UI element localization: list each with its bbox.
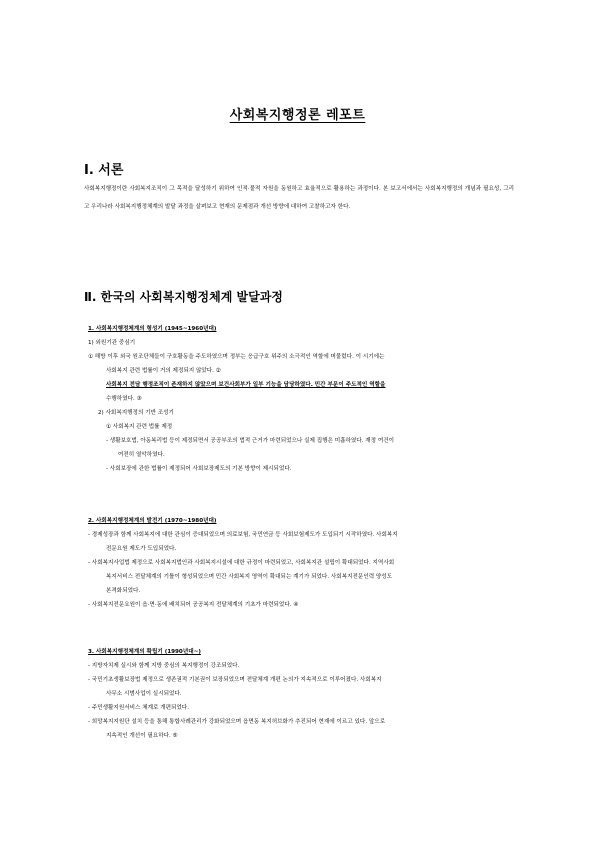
section-3-line: 3. 사회복지행정체계의 확립기 (1990년대~)	[88, 649, 201, 655]
section-2-line: 본격화되었다.	[106, 588, 141, 594]
section-1-line: 수행하였다. ③	[106, 396, 142, 402]
section-1-line: 1. 사회복지행정체계의 형성기 (1945~1960년대)	[88, 326, 217, 332]
document-title: 사회복지행정론 레포트	[229, 108, 366, 123]
section-1-line: 사회복지 관련 법률이 거의 제정되지 않았다. ②	[106, 368, 221, 374]
document-title-wrapper	[0, 104, 595, 123]
section-2-list	[84, 514, 514, 612]
section-3-line: 사무소 시범사업이 실시되었다.	[106, 691, 182, 697]
section-2-line: - 경제성장과 함께 사회복지에 대한 관심이 증대되었으며 의료보험, 국민연금 등 사회보험제도가 도입되기 시작하였다. 사회복지	[88, 532, 398, 538]
section-1-line: ① 사회복지 관련 법률 제정	[106, 424, 173, 430]
section-3-line: - 국민기초생활보장법 제정으로 생존권적 기본권이 보장되었으며 전달체계 개편 논의가 지속적으로 이루어졌다. 사회복지	[88, 677, 382, 683]
intro-heading: Ⅰ. 서론	[84, 163, 124, 178]
section-1-line: ① 해방 이후 외국 원조단체들이 구호활동을 주도하였으며 정부는 응급구호 위주의 소극적인 역할에 머물렀다. 이 시기에는	[88, 354, 385, 360]
section-2-line: - 사회복지전문요원이 읍·면·동에 배치되어 공공복지 전달체계의 기초가 마련되었다. ④	[88, 602, 299, 608]
intro-paragraph: 사회복지행정이란 사회복지조직이 그 목적을 달성하기 위하여 인적·물적 자원을 동원하고 효율적으로 활용하는 과정이다. 본 보고서에서는 사회복지행정의 개념과 필요성, 그리고 우리나라 사회복지행정체계의 발달 과정을 살펴보고 현재의 문제점과 개선 방향에 대하여 고찰하고자 한다.	[84, 186, 514, 210]
section-1-line: - 사회보장에 관한 법률이 제정되어 사회보장제도의 기본 방향이 제시되었다.	[106, 466, 292, 472]
section-2-line: 복지서비스 전달체계의 기틀이 형성되었으며 민간 사회복지 영역이 확대되는 계기가 되었다. 사회복지전문인력 양성도	[106, 574, 393, 580]
section-1-line: 사회복지 전담 행정조직이 존재하지 않았으며 보건사회부가 일부 기능을 담당하였다. 민간 부문이 주도적인 역할을	[106, 382, 386, 388]
section-2-line: 2. 사회복지행정체계의 발전기 (1970~1980년대)	[88, 518, 217, 524]
section-2-line: - 사회복지사업법 제정으로 사회복지법인과 사회복지시설에 대한 규정이 마련되었고, 사회복지관 설립이 확대되었다. 지역사회	[88, 560, 395, 566]
section-3-line: - 주민생활지원서비스 체계로 개편되었다.	[88, 705, 189, 711]
section-1-line: 1) 외원기관 중심기	[88, 340, 136, 346]
section-1-line: 2) 사회복지행정의 기반 조성기	[98, 410, 174, 416]
section-3-line: - 지방자치제 실시와 함께 지방 중심의 복지행정이 강조되었다.	[88, 663, 240, 669]
body-section-heading: Ⅱ. 한국의 사회복지행정체계 발달과정	[84, 290, 283, 304]
section-2-line: 전문요원 제도가 도입되었다.	[106, 546, 177, 552]
section-3-list	[84, 645, 514, 743]
section-1-line: 여전히 열악하였다.	[118, 452, 165, 458]
section-1-list	[84, 322, 514, 476]
section-1-line: - 생활보호법, 아동복리법 등이 제정되면서 공공부조의 법적 근거가 마련되었으나 실제 집행은 미흡하였다. 재정 여건이	[106, 438, 395, 444]
section-3-line: - 희망복지지원단 설치 등을 통해 통합사례관리가 강화되었으며 읍면동 복지허브화가 추진되어 현재에 이르고 있다. 앞으로	[88, 719, 386, 725]
section-3-line: 지속적인 개선이 필요하다. ⑤	[106, 733, 178, 739]
